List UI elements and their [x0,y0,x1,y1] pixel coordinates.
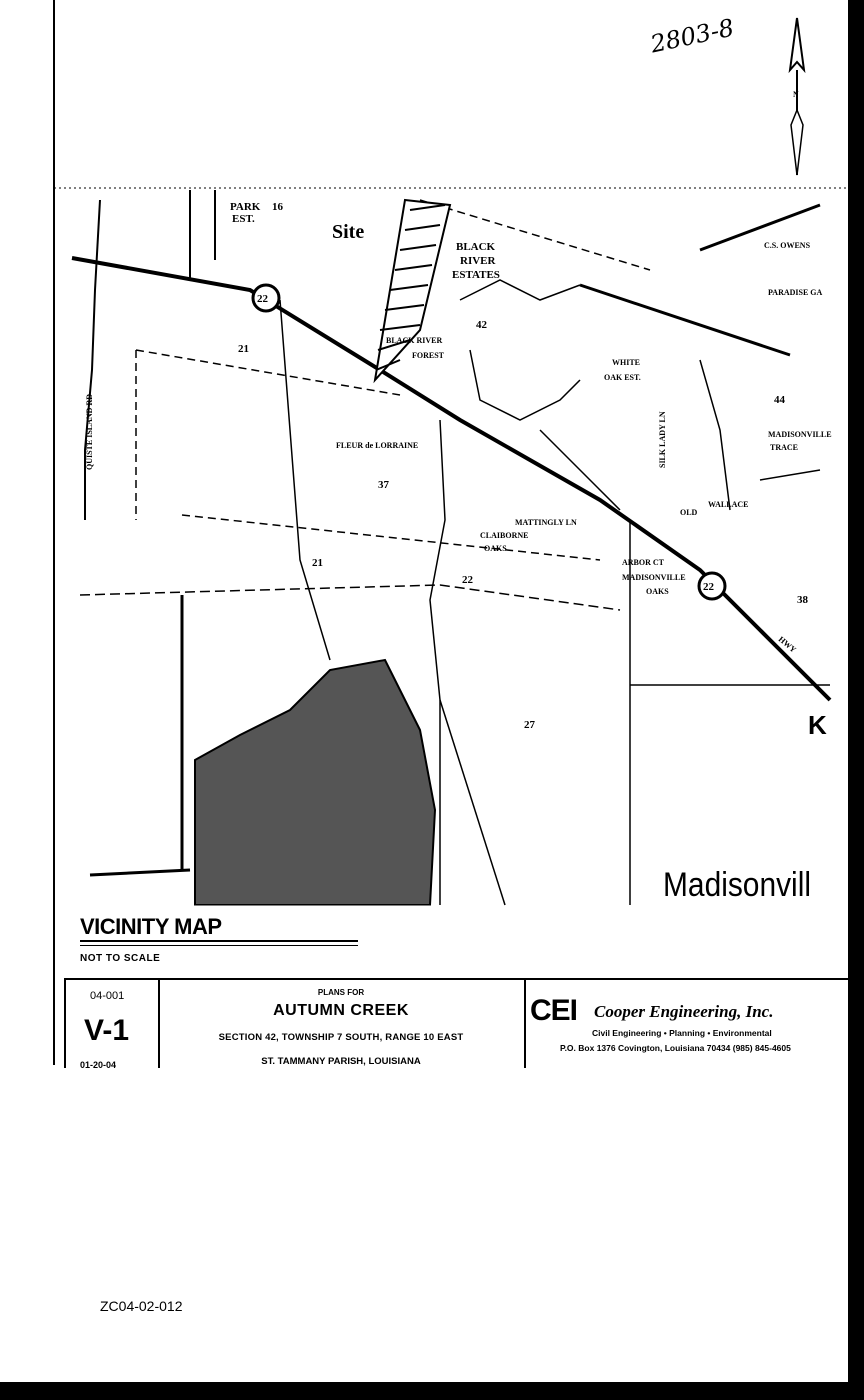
vicinity-map-title: VICINITY MAP [80,914,222,939]
place-label: CLAIBORNE [480,531,529,540]
place-label: ESTATES [452,269,500,281]
highway-branch [580,285,790,355]
north-arrow-label: N [793,90,799,99]
project-number: 04-001 [90,990,125,1002]
sheet-date: 01-20-04 [80,1060,117,1070]
section-number: 44 [774,394,785,406]
section-number: 21 [238,343,249,355]
road-label: SILK LADY LN [658,411,667,468]
place-label: RIVER [460,255,496,267]
place-label: ARBOR CT [622,558,665,567]
wetland-area [195,660,435,905]
place-label: FLEUR de LORRAINE [336,441,419,450]
place-label: BLACK [456,241,496,253]
highway-22 [72,258,830,700]
road-label: QUISTE ISLAND RD [85,393,94,470]
section-number: 21 [312,557,323,569]
place-label: OAKS [484,544,507,553]
company-box [526,980,850,1068]
document-code: ZC04-02-012 [100,1298,183,1314]
road-label: HWY [776,634,798,655]
title-underline [80,945,358,946]
place-label: BLACK RIVER [386,336,443,345]
road-label: WALLACE [708,500,749,509]
madisonville-label: Madisonvill [663,866,812,904]
sheet-id-box [64,980,160,1068]
company-services: Civil Engineering • Planning • Environmental [592,1028,772,1038]
section-number: 16 [272,201,283,213]
place-label: OAKS [646,587,669,596]
route-22-shield-south [699,573,725,599]
title-underline [80,940,358,942]
project-parish: ST. TAMMANY PARISH, LOUISIANA [261,1056,421,1067]
handwritten-number: 2803-8 [648,13,737,59]
road-label: OLD [680,508,698,517]
place-label: MADISONVILLE [622,573,686,582]
site-label: Site [332,221,365,243]
place-label: OAK EST. [604,373,641,382]
corner-letter: K [808,710,827,740]
section-number: 38 [797,594,808,606]
place-label: EST. [232,213,255,225]
company-name: Cooper Engineering, Inc. [594,1002,774,1021]
sheet-number: V-1 [84,1014,130,1047]
plans-for-label: PLANS FOR [317,988,365,997]
company-address: P.O. Box 1376 Covington, Louisiana 70434 (985) 845-4605 [560,1043,791,1053]
place-label: WHITE [612,358,641,367]
place-label: FOREST [412,351,445,360]
svg-text:22: 22 [703,581,714,593]
scale-note: NOT TO SCALE [80,953,161,964]
section-number: 22 [462,574,473,586]
place-label: C.S. OWENS [764,241,811,250]
route-22-shield-north [253,285,279,311]
place-label: TRACE [770,443,799,452]
place-label: PARADISE GA [768,288,823,297]
project-location: SECTION 42, TOWNSHIP 7 SOUTH, RANGE 10 EAST [218,1032,464,1043]
section-number: 42 [476,319,487,331]
place-label: PARK [230,201,261,213]
north-arrow-icon [790,18,804,175]
section-number: 27 [524,719,535,731]
road-label: MATTINGLY LN [515,518,577,527]
svg-text:22: 22 [257,293,268,305]
place-label: MADISONVILLE [768,430,832,439]
company-logo: CEI [530,994,578,1027]
section-number: 37 [378,479,389,491]
project-name: AUTUMN CREEK [273,1002,409,1019]
title-block [64,978,850,1070]
project-box [158,980,526,1068]
